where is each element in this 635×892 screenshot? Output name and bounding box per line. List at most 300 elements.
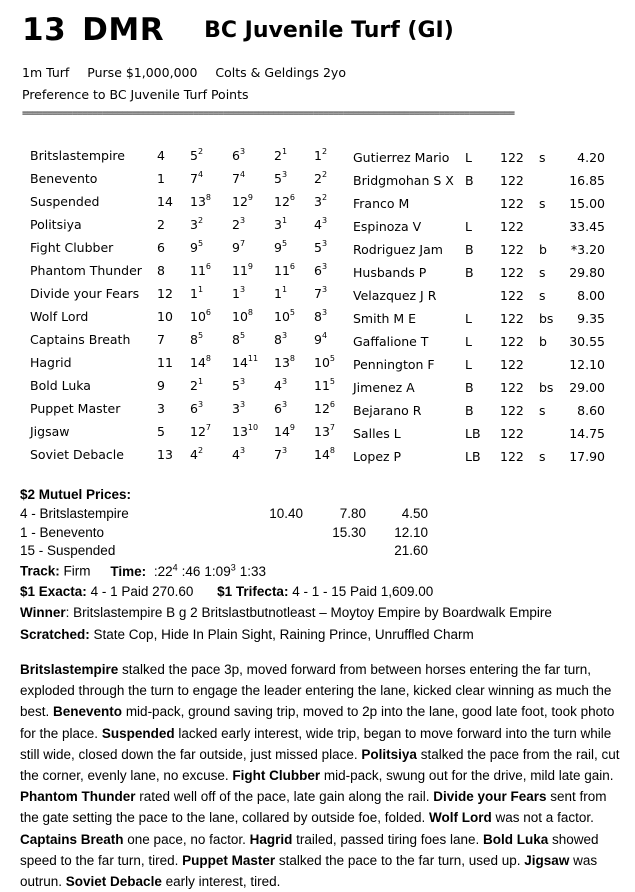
post-position: 4 [157, 148, 165, 163]
equipment: b [539, 334, 547, 349]
odds: 33.45 [569, 219, 605, 234]
first-call-position: 12 [190, 424, 206, 439]
first-call-lengths: 1 [197, 377, 204, 386]
split-value: 1:33 [239, 563, 266, 579]
post-position: 2 [157, 217, 165, 232]
comment-text: mid-pack, ground saving trip, moved to 2p into the lane, good late foot, took photo for the place. [20, 704, 615, 741]
comment-horse: Hagrid [249, 831, 293, 847]
post-position: 11 [157, 355, 173, 370]
comment-text: rated well off of the pace, late gain along the rail. [135, 789, 434, 805]
first-call [190, 309, 211, 324]
second-call [232, 148, 245, 163]
horse-name: Puppet Master [30, 401, 121, 416]
first-call-lengths: 2 [197, 216, 204, 225]
first-call-lengths: 6 [205, 262, 211, 271]
comment-text: sent from the gate setting the pace to the lane, collared by outside foe, folded. [20, 789, 607, 826]
show-payout: 12.10 [394, 524, 428, 540]
finish-position-lengths: 3 [321, 308, 328, 317]
second-call [232, 240, 245, 255]
stretch-call-position: 13 [274, 355, 290, 370]
post-position: 13 [157, 447, 173, 462]
first-call-lengths: 6 [205, 308, 211, 317]
horse-name: Politsiya [30, 217, 82, 232]
exotics-line [20, 584, 433, 599]
race-title [22, 12, 454, 48]
entry-row [30, 332, 630, 355]
jockey-name: Salles L [353, 426, 401, 441]
first-call-lengths: 8 [205, 354, 211, 363]
finish-position-position: 5 [314, 240, 322, 255]
first-call [190, 263, 211, 278]
first-call [190, 148, 203, 163]
finish-position-position: 13 [314, 424, 330, 439]
entry-row [30, 148, 630, 171]
medication: LB [465, 426, 481, 441]
finish-position-position: 4 [314, 217, 322, 232]
finish-position [314, 217, 327, 232]
horse-name: Fight Clubber [30, 240, 114, 255]
comment-horse: Captains Breath [20, 831, 124, 847]
horse-name: Soviet Debacle [30, 447, 124, 462]
jockey-name: Smith M E [353, 311, 417, 326]
weight: 122 [500, 196, 524, 211]
odds: 14.75 [569, 426, 605, 441]
stretch-call-lengths: 1 [281, 147, 288, 156]
first-call [190, 217, 203, 232]
horse-name: Britslastempire [30, 148, 125, 163]
mutuel-horse: 15 - Suspended [20, 543, 116, 558]
win-payout: 10.40 [269, 506, 303, 521]
second-call-lengths: 3 [239, 216, 246, 225]
finish-position-lengths: 2 [321, 170, 328, 179]
stretch-call-position: 11 [274, 263, 290, 278]
weight: 122 [500, 334, 524, 349]
first-call [190, 355, 211, 370]
stretch-call-position: 12 [274, 194, 290, 209]
first-call-position: 8 [190, 332, 198, 347]
weight: 122 [500, 173, 524, 188]
weight: 122 [500, 219, 524, 234]
stretch-call-lengths: 9 [289, 423, 295, 432]
odds: 8.60 [577, 403, 605, 418]
race-conditions [22, 65, 360, 80]
medication: L [465, 150, 472, 165]
place-payout: 15.30 [332, 524, 366, 540]
first-call-position: 2 [190, 378, 198, 393]
comment-horse: Bold Luka [483, 831, 549, 847]
comment-text: stalked the pace to the far turn, used up. [275, 852, 525, 868]
comment-horse: Benevento [53, 704, 123, 720]
finish-position-lengths: 3 [321, 285, 328, 294]
equipment: s [539, 449, 546, 464]
comment-horse: Politsiya [361, 746, 417, 762]
second-call-lengths: 10 [247, 423, 259, 432]
show-payout: 4.50 [401, 506, 428, 521]
first-call-lengths: 5 [197, 331, 204, 340]
second-call-position: 4 [232, 447, 240, 462]
first-call-lengths: 8 [205, 193, 211, 202]
first-call-lengths: 1 [197, 285, 204, 294]
second-call-position: 7 [232, 171, 240, 186]
mutuel-heading: $2 Mutuel Prices: [20, 487, 132, 502]
finish-position-lengths: 2 [321, 147, 328, 156]
split-time [240, 564, 266, 579]
trifecta-label: $1 Trifecta: [217, 584, 289, 599]
place-payout: 7.80 [339, 506, 366, 521]
jockey-name: Franco M [353, 196, 410, 211]
first-call-lengths: 3 [197, 400, 204, 409]
second-call-lengths: 3 [239, 377, 246, 386]
first-call [190, 424, 211, 439]
odds: 8.00 [577, 288, 605, 303]
finish-position-position: 1 [314, 148, 322, 163]
comment-text: trailed, passed tiring foes lane. [292, 831, 483, 847]
stretch-call [274, 171, 287, 186]
odds: 15.00 [569, 196, 605, 211]
track-condition: Firm [63, 563, 91, 579]
stretch-call-position: 5 [274, 171, 282, 186]
finish-position-lengths: 5 [329, 377, 335, 386]
second-call-lengths: 3 [239, 446, 246, 455]
split-value: :22 [153, 563, 173, 579]
first-call-position: 11 [190, 263, 206, 278]
stretch-call [274, 355, 295, 370]
odds: *3.20 [570, 242, 605, 257]
post-position: 6 [157, 240, 165, 255]
fractional-times [150, 564, 266, 579]
stretch-call-position: 1 [274, 286, 282, 301]
odds: 29.00 [569, 380, 605, 395]
comment-text: was not a factor. [491, 810, 594, 826]
stretch-call-lengths: 8 [289, 354, 295, 363]
stretch-call [274, 378, 287, 393]
equipment: s [539, 265, 546, 280]
finish-position-position: 2 [314, 171, 322, 186]
first-call-position: 5 [190, 148, 198, 163]
medication: B [465, 173, 474, 188]
finish-position-lengths: 8 [329, 446, 335, 455]
stretch-call [274, 447, 287, 462]
first-call-lengths: 2 [197, 147, 204, 156]
comment-horse: Phantom Thunder [20, 789, 136, 805]
stretch-call-lengths: 3 [281, 331, 288, 340]
entry-row [30, 424, 630, 447]
finish-position-lengths: 3 [321, 239, 328, 248]
second-call-position: 14 [232, 355, 248, 370]
scratched-horses: State Cop, Hide In Plain Sight, Raining Prince, Unruffled Charm [89, 627, 474, 642]
finish-position-lengths: 6 [329, 400, 335, 409]
equipment: s [539, 288, 546, 303]
second-call [232, 447, 245, 462]
jockey-name: Bejarano R [353, 403, 422, 418]
post-position: 3 [157, 401, 165, 416]
stretch-call-position: 4 [274, 378, 282, 393]
stretch-call-position: 9 [274, 240, 282, 255]
stretch-call [274, 286, 287, 301]
second-call [232, 263, 253, 278]
second-call-lengths: 9 [247, 262, 253, 271]
stretch-call-position: 10 [274, 309, 290, 324]
first-call-lengths: 4 [197, 170, 204, 179]
finish-position-position: 12 [314, 401, 330, 416]
split-time [154, 564, 178, 579]
time-label: Time: [110, 563, 147, 579]
second-call-lengths: 7 [239, 239, 246, 248]
finish-position [314, 148, 327, 163]
distance-surface: 1m Turf [22, 65, 70, 80]
odds: 30.55 [569, 334, 605, 349]
stretch-call [274, 148, 287, 163]
finish-position [314, 401, 335, 416]
second-call-lengths: 4 [239, 170, 246, 179]
first-call [190, 447, 203, 462]
comment-text: was outrun. [20, 852, 598, 890]
first-call [190, 332, 203, 347]
finish-position-lengths: 2 [321, 193, 328, 202]
second-call [232, 355, 258, 370]
weight: 122 [500, 288, 524, 303]
comment-horse: Fight Clubber [232, 768, 321, 784]
finish-position [314, 194, 327, 209]
first-call-lengths: 7 [205, 423, 211, 432]
finish-position [314, 240, 327, 255]
entry-row [30, 240, 630, 263]
show-payout: 21.60 [394, 543, 428, 558]
medication: LB [465, 449, 481, 464]
stretch-call-lengths: 3 [281, 400, 288, 409]
equipment: bs [539, 311, 554, 326]
first-call-lengths: 2 [197, 446, 204, 455]
second-call [232, 424, 258, 439]
stretch-call-lengths: 5 [281, 239, 288, 248]
jockey-name: Gaffalione T [353, 334, 429, 349]
second-call [232, 194, 253, 209]
stretch-call [274, 401, 287, 416]
race-name: BC Juvenile Turf (GI) [204, 18, 454, 43]
finish-position [314, 447, 335, 462]
stretch-call-position: 7 [274, 447, 282, 462]
horse-name: Captains Breath [30, 332, 131, 347]
jockey-name: Espinoza V [353, 219, 422, 234]
finish-position [314, 286, 327, 301]
comment-horse: Britslastempire [20, 662, 119, 677]
medication: L [465, 357, 472, 372]
second-call-lengths: 3 [239, 147, 246, 156]
finish-position-position: 14 [314, 447, 330, 462]
weight: 122 [500, 426, 524, 441]
split-fifths: 4 [172, 562, 178, 572]
second-call-position: 12 [232, 194, 248, 209]
winner-line [20, 605, 552, 620]
scratched-label: Scratched: [20, 627, 90, 642]
odds: 12.10 [569, 357, 605, 372]
split-value: 1:09 [204, 563, 231, 579]
comment-text: stalked the pace 3p, moved forward from between horses entering the far turn, exploded through the turn to engage the leader entering the lane, kicked clear winning as much the best. [20, 662, 612, 720]
comment-horse: Suspended [101, 725, 175, 741]
stretch-call-position: 8 [274, 332, 282, 347]
stretch-call-lengths: 5 [289, 308, 295, 317]
stretch-call [274, 424, 295, 439]
equipment: s [539, 403, 546, 418]
finish-position [314, 263, 327, 278]
stretch-call [274, 194, 295, 209]
finish-position-lengths: 4 [321, 331, 328, 340]
stretch-call-position: 2 [274, 148, 282, 163]
first-call-position: 6 [190, 401, 198, 416]
second-call [232, 378, 245, 393]
second-call [232, 286, 245, 301]
second-call-lengths: 3 [239, 285, 246, 294]
stretch-call-position: 14 [274, 424, 290, 439]
stretch-call-lengths: 3 [281, 170, 288, 179]
purse: Purse $1,000,000 [87, 65, 198, 80]
second-call-lengths: 8 [247, 308, 253, 317]
weight: 122 [500, 449, 524, 464]
track-label: Track: [20, 563, 60, 579]
entry-row [30, 355, 630, 378]
stretch-call-lengths: 1 [281, 216, 288, 225]
first-call [190, 286, 203, 301]
stretch-call [274, 263, 295, 278]
finish-position-position: 6 [314, 263, 322, 278]
race-number: 13 [22, 12, 67, 48]
horse-name: Suspended [30, 194, 100, 209]
second-call-position: 2 [232, 217, 240, 232]
horse-name: Phantom Thunder [30, 263, 142, 278]
finish-position [314, 171, 327, 186]
odds: 9.35 [577, 311, 605, 326]
finish-position [314, 424, 335, 439]
split-fifths: 3 [230, 562, 236, 572]
second-call-position: 11 [232, 263, 248, 278]
weight: 122 [500, 357, 524, 372]
second-call [232, 401, 245, 416]
second-call [232, 171, 245, 186]
separator-line: ================================================================================================== [22, 108, 515, 119]
first-call-position: 1 [190, 286, 198, 301]
entry-row [30, 401, 630, 424]
first-call-position: 9 [190, 240, 198, 255]
jockey-name: Bridgmohan S X [353, 173, 454, 188]
stretch-call-lengths: 1 [281, 285, 288, 294]
first-call-position: 10 [190, 309, 206, 324]
post-position: 10 [157, 309, 173, 324]
finish-position [314, 378, 335, 393]
winner-pedigree: : Britslastempire B g 2 Britslastbutnotleast – Moytoy Empire by Boardwalk Empire [65, 605, 552, 620]
post-position: 14 [157, 194, 173, 209]
second-call-lengths: 11 [247, 354, 259, 363]
finish-position-lengths: 3 [321, 216, 328, 225]
horse-name: Benevento [30, 171, 98, 186]
comment-text: showed speed to the far turn, tired. [20, 831, 599, 868]
split-value: :46 [181, 563, 201, 579]
finish-position [314, 332, 327, 347]
second-call-position: 1 [232, 286, 240, 301]
horse-name: Jigsaw [30, 424, 70, 439]
first-call-position: 3 [190, 217, 198, 232]
comment-text: early interest, tired. [161, 874, 281, 890]
weight: 122 [500, 311, 524, 326]
horse-name: Hagrid [30, 355, 72, 370]
second-call-position: 6 [232, 148, 240, 163]
second-call [232, 309, 253, 324]
eligibility: Colts & Geldings 2yo [215, 65, 346, 80]
weight: 122 [500, 403, 524, 418]
jockey-name: Velazquez J R [353, 288, 437, 303]
comment-horse: Soviet Debacle [65, 874, 162, 890]
medication: B [465, 380, 474, 395]
horse-name: Divide your Fears [30, 286, 140, 301]
track-time-line [20, 562, 266, 579]
first-call [190, 378, 203, 393]
entry-row [30, 309, 630, 332]
track-code: DMR [82, 12, 165, 48]
jockey-name: Pennington F [353, 357, 435, 372]
weight: 122 [500, 380, 524, 395]
post-position: 9 [157, 378, 165, 393]
second-call-position: 5 [232, 378, 240, 393]
stretch-call-lengths: 3 [281, 446, 288, 455]
medication: B [465, 242, 474, 257]
comment-horse: Puppet Master [182, 852, 276, 868]
comment-horse: Jigsaw [524, 852, 570, 868]
second-call [232, 217, 245, 232]
entry-row [30, 286, 630, 309]
post-position: 8 [157, 263, 165, 278]
first-call-position: 4 [190, 447, 198, 462]
jockey-name: Husbands P [353, 265, 427, 280]
stretch-call-lengths: 6 [289, 262, 295, 271]
equipment: b [539, 242, 547, 257]
stretch-call [274, 240, 287, 255]
split-time [182, 564, 201, 579]
second-call-position: 8 [232, 332, 240, 347]
finish-position-position: 9 [314, 332, 322, 347]
first-call-position: 13 [190, 194, 206, 209]
entry-row [30, 378, 630, 401]
post-position: 7 [157, 332, 165, 347]
mutuel-horse: 1 - Benevento [20, 524, 105, 540]
first-call [190, 194, 211, 209]
entry-row [30, 447, 630, 470]
stretch-call-position: 3 [274, 217, 282, 232]
post-position: 12 [157, 286, 173, 301]
weight: 122 [500, 265, 524, 280]
entry-row [30, 263, 630, 286]
comment-text: one pace, no factor. [123, 831, 250, 847]
second-call-position: 3 [232, 401, 240, 416]
stretch-call-lengths: 3 [281, 377, 288, 386]
finish-position-position: 10 [314, 355, 330, 370]
medication: L [465, 311, 472, 326]
second-call-position: 9 [232, 240, 240, 255]
weight: 122 [500, 242, 524, 257]
finish-position-position: 7 [314, 286, 322, 301]
mutuel-horse: 4 - Britslastempire [20, 506, 129, 521]
weight: 122 [500, 150, 524, 165]
comment-horse: Wolf Lord [429, 810, 492, 826]
finish-position [314, 309, 327, 324]
stretch-call [274, 332, 287, 347]
stretch-call-lengths: 6 [289, 193, 295, 202]
split-time [204, 564, 235, 579]
trifecta-value: 4 - 1 - 15 Paid 1,609.00 [292, 584, 434, 599]
finish-position-lengths: 3 [321, 262, 328, 271]
jockey-name: Rodriguez Jam [353, 242, 443, 257]
entry-row [30, 217, 630, 240]
winner-label: Winner [20, 605, 66, 620]
second-call-position: 13 [232, 424, 248, 439]
